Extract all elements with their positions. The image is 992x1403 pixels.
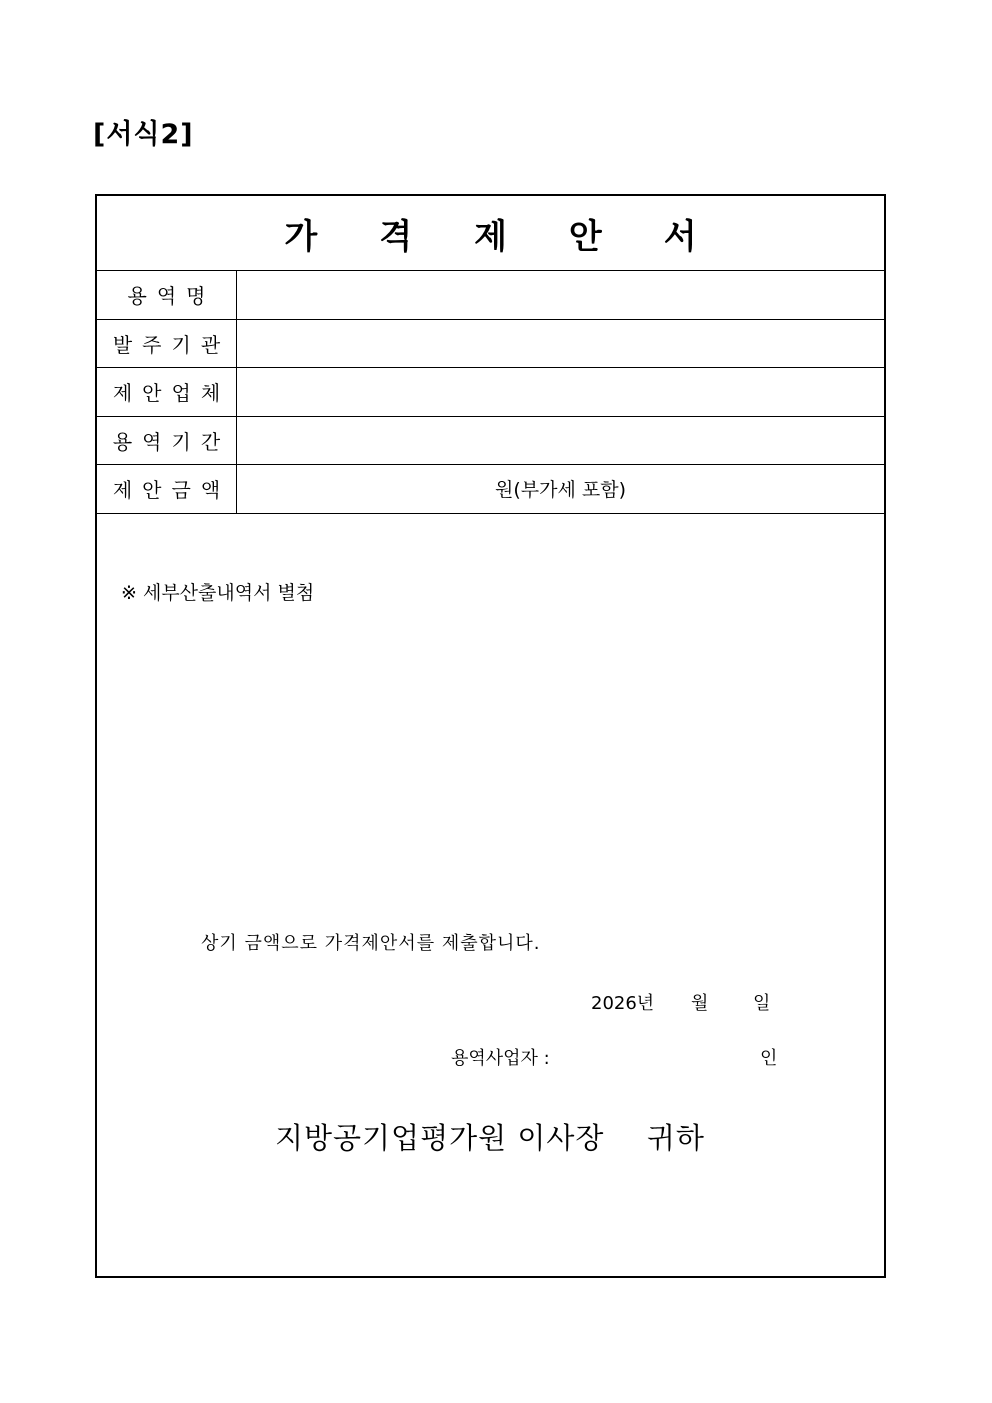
date-year: 2026년 <box>591 993 655 1014</box>
title-char: 격 <box>379 216 413 257</box>
submission-statement: 상기 금액으로 가격제안서를 제출합니다. <box>201 933 541 954</box>
addressee-suffix: 귀하 <box>646 1121 705 1155</box>
seal-mark: 인 <box>760 1048 778 1069</box>
title-char: 제 <box>474 216 507 257</box>
value-proposing-company[interactable] <box>237 367 884 416</box>
date-day: 일 <box>753 993 771 1014</box>
value-service-name[interactable] <box>237 270 884 319</box>
addressee-org: 지방공기업평가원 이사장 <box>275 1121 605 1155</box>
value-proposed-amount[interactable]: 원(부가세 포함) <box>495 479 626 501</box>
form-number-label: [서식2] <box>93 119 194 150</box>
label-proposing-company: 제 안 업 체 <box>112 381 221 405</box>
document-title <box>97 196 884 270</box>
value-service-period[interactable] <box>237 416 884 464</box>
proposal-form-frame <box>95 194 886 1278</box>
label-service-name: 용 역 명 <box>127 284 206 308</box>
addressee <box>275 1116 705 1157</box>
divider <box>97 513 884 514</box>
title-char: 가 <box>284 216 318 257</box>
title-char: 안 <box>568 216 602 257</box>
contractor-label: 용역사업자 : <box>451 1048 550 1069</box>
title-char: 서 <box>663 216 697 257</box>
label-proposed-amount: 제 안 금 액 <box>112 478 221 502</box>
value-ordering-agency[interactable] <box>237 319 884 367</box>
date-month: 월 <box>691 993 709 1014</box>
label-service-period: 용 역 기 간 <box>112 429 221 454</box>
label-ordering-agency: 발 주 기 관 <box>112 332 221 357</box>
attachment-note: ※ 세부산출내역서 별첨 <box>121 582 315 604</box>
